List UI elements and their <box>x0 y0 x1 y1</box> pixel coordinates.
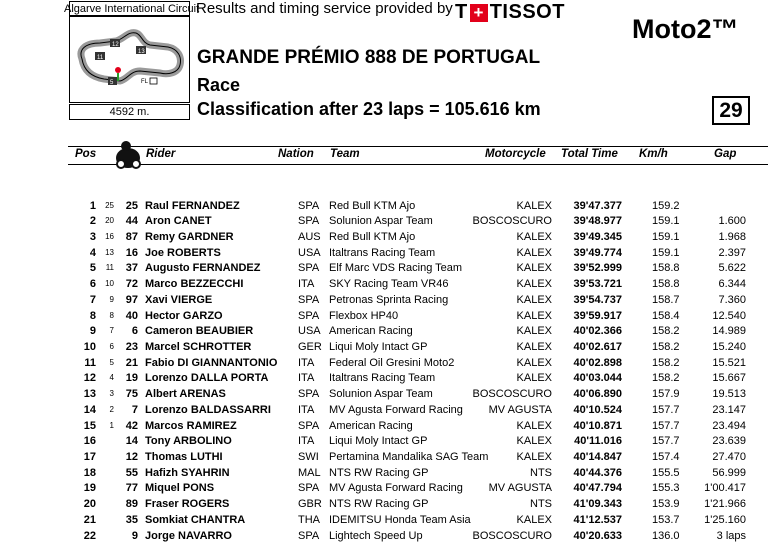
result-rider-number: 16 <box>125 246 138 259</box>
result-team: SKY Racing Team VR46 <box>329 278 449 291</box>
result-team: NTS RW Racing GP <box>329 466 429 479</box>
table-row <box>0 388 774 404</box>
result-total-time: 40'47.794 <box>573 482 622 495</box>
table-row <box>0 200 774 216</box>
map-label-sector: 13 <box>138 49 145 55</box>
result-total-time: 41'09.343 <box>573 498 622 511</box>
result-gap: 1.968 <box>718 230 746 243</box>
result-grid-position: 9 <box>109 294 114 304</box>
result-nation: ITA <box>298 403 315 416</box>
sponsor-logo <box>455 1 565 24</box>
result-grid-position: 1 <box>109 420 114 430</box>
result-motorcycle: KALEX <box>516 246 552 259</box>
table-row <box>0 341 774 357</box>
result-rider-name: Marcel SCHROTTER <box>145 340 252 353</box>
result-team: Liqui Moly Intact GP <box>329 435 428 448</box>
result-rider-number: 9 <box>131 529 138 542</box>
track-length: 4592 m. <box>69 104 190 120</box>
result-nation: SPA <box>298 215 320 228</box>
result-team: Flexbox HP40 <box>329 309 399 322</box>
result-rider-number: 55 <box>125 466 138 479</box>
result-total-time: 40'02.366 <box>573 325 622 338</box>
header-divider-bottom <box>68 164 768 165</box>
result-motorcycle: KALEX <box>516 419 552 432</box>
result-rider-name: Somkiat CHANTRA <box>145 513 246 526</box>
result-gap: 23.147 <box>712 403 746 416</box>
result-rider-name: Joe ROBERTS <box>145 246 221 259</box>
result-rider-name: Jorge NAVARRO <box>145 529 232 542</box>
result-rider-name: Remy GARDNER <box>145 230 234 243</box>
result-rider-number: 97 <box>125 293 138 306</box>
result-total-time: 41'12.537 <box>573 513 622 526</box>
result-gap: 56.999 <box>712 466 746 479</box>
result-nation: ITA <box>298 356 315 369</box>
result-motorcycle: KALEX <box>516 435 552 448</box>
result-gap: 15.667 <box>712 372 746 385</box>
result-motorcycle: KALEX <box>516 278 552 291</box>
result-speed: 158.8 <box>652 278 680 291</box>
result-team: Red Bull KTM Ajo <box>329 230 416 243</box>
result-gap: 1'00.417 <box>704 482 746 495</box>
result-nation: SPA <box>298 388 320 401</box>
track-map-icon <box>70 17 189 102</box>
result-speed: 136.0 <box>652 529 680 542</box>
result-position: 2 <box>89 215 96 228</box>
result-motorcycle: KALEX <box>516 451 552 464</box>
result-position: 1 <box>89 199 96 212</box>
result-team: American Racing <box>329 419 413 432</box>
result-rider-number: 40 <box>125 309 138 322</box>
result-position: 18 <box>83 466 96 479</box>
result-team: Pertamina Mandalika SAG Team <box>329 451 489 464</box>
result-motorcycle: KALEX <box>516 309 552 322</box>
result-total-time: 39'47.377 <box>573 199 622 212</box>
result-rider-number: 6 <box>131 325 138 338</box>
result-rider-name: Lorenzo BALDASSARRI <box>145 403 271 416</box>
result-rider-name: Raul FERNANDEZ <box>145 199 240 212</box>
result-nation: SPA <box>298 419 320 432</box>
result-rider-name: Albert ARENAS <box>145 388 226 401</box>
result-nation: GER <box>298 340 322 353</box>
col-header-pos: Pos <box>75 148 97 160</box>
result-total-time: 40'02.617 <box>573 340 622 353</box>
result-position: 4 <box>89 246 96 259</box>
result-rider-name: Hector GARZO <box>145 309 223 322</box>
result-position: 10 <box>83 340 96 353</box>
result-rider-number: 42 <box>125 419 138 432</box>
result-speed: 158.2 <box>652 372 680 385</box>
col-header-gap: Gap <box>714 148 737 160</box>
table-row <box>0 404 774 420</box>
result-motorcycle: KALEX <box>516 230 552 243</box>
result-total-time: 39'52.999 <box>573 262 622 275</box>
result-nation: ITA <box>298 435 315 448</box>
track-map <box>69 16 190 103</box>
result-motorcycle: KALEX <box>516 340 552 353</box>
result-speed: 158.2 <box>652 340 680 353</box>
result-motorcycle: MV AGUSTA <box>488 403 552 416</box>
result-motorcycle: NTS <box>530 498 552 511</box>
result-total-time: 39'54.737 <box>573 293 622 306</box>
table-row <box>0 451 774 467</box>
result-gap: 12.540 <box>712 309 746 322</box>
result-motorcycle: KALEX <box>516 356 552 369</box>
motorcycle-rider-icon <box>113 138 143 170</box>
result-speed: 157.4 <box>652 451 680 464</box>
result-total-time: 39'53.721 <box>573 278 622 291</box>
result-position: 17 <box>83 451 96 464</box>
event-title: GRANDE PRÉMIO 888 DE PORTUGAL <box>197 47 541 68</box>
result-speed: 158.7 <box>652 293 680 306</box>
result-motorcycle: BOSCOSCURO <box>472 529 552 542</box>
result-rider-number: 19 <box>125 372 138 385</box>
result-rider-number: 7 <box>131 403 138 416</box>
result-motorcycle: KALEX <box>516 293 552 306</box>
result-rider-number: 12 <box>125 451 138 464</box>
result-speed: 158.2 <box>652 356 680 369</box>
result-total-time: 39'59.917 <box>573 309 622 322</box>
sponsor-name: TISSOT <box>489 1 565 23</box>
result-motorcycle: KALEX <box>516 513 552 526</box>
result-speed: 159.1 <box>652 230 680 243</box>
result-speed: 157.7 <box>652 419 680 432</box>
result-grid-position: 4 <box>109 373 114 383</box>
col-header-kmh: Km/h <box>639 148 668 160</box>
result-rider-number: 77 <box>125 482 138 495</box>
table-row <box>0 372 774 388</box>
result-team: Petronas Sprinta Racing <box>329 293 449 306</box>
result-rider-number: 87 <box>125 230 138 243</box>
result-total-time: 40'44.376 <box>573 466 622 479</box>
result-position: 6 <box>89 278 96 291</box>
result-rider-name: Marcos RAMIREZ <box>145 419 237 432</box>
table-row <box>0 325 774 341</box>
col-header-team: Team <box>330 148 360 160</box>
result-rider-number: 75 <box>125 388 138 401</box>
result-speed: 158.4 <box>652 309 680 322</box>
result-position: 14 <box>83 403 96 416</box>
header-divider-top <box>68 146 768 147</box>
result-nation: SPA <box>298 199 320 212</box>
result-nation: MAL <box>298 466 321 479</box>
result-rider-name: Fabio DI GIANNANTONIO <box>145 356 278 369</box>
result-total-time: 40'02.898 <box>573 356 622 369</box>
result-team: Liqui Moly Intact GP <box>329 340 428 353</box>
result-position: 8 <box>89 309 96 322</box>
result-total-time: 40'20.633 <box>573 529 622 542</box>
result-speed: 153.7 <box>652 513 680 526</box>
result-rider-number: 21 <box>125 356 138 369</box>
result-motorcycle: MV AGUSTA <box>488 482 552 495</box>
result-nation: SPA <box>298 309 320 322</box>
result-total-time: 40'11.016 <box>574 435 622 448</box>
result-rider-name: Hafizh SYAHRIN <box>145 466 230 479</box>
table-row <box>0 262 774 278</box>
table-row <box>0 420 774 436</box>
result-grid-position: 13 <box>105 247 114 257</box>
result-position: 19 <box>83 482 96 495</box>
result-gap: 15.240 <box>712 340 746 353</box>
swiss-cross-icon: + <box>470 4 488 22</box>
result-grid-position: 2 <box>109 404 114 414</box>
result-team: IDEMITSU Honda Team Asia <box>329 513 471 526</box>
table-row <box>0 482 774 498</box>
result-rider-name: Tony ARBOLINO <box>145 435 232 448</box>
result-position: 7 <box>89 293 96 306</box>
result-nation: THA <box>298 513 320 526</box>
result-team: NTS RW Racing GP <box>329 498 429 511</box>
result-gap: 1'21.966 <box>704 498 746 511</box>
result-gap: 15.521 <box>712 356 746 369</box>
result-team: Federal Oil Gresini Moto2 <box>329 356 455 369</box>
result-speed: 153.9 <box>652 498 680 511</box>
result-rider-name: Lorenzo DALLA PORTA <box>145 372 269 385</box>
result-grid-position: 8 <box>109 310 114 320</box>
result-motorcycle: NTS <box>530 466 552 479</box>
result-position: 11 <box>84 356 96 369</box>
result-rider-number: 23 <box>125 340 138 353</box>
map-label-sector: 12 <box>112 42 119 48</box>
table-row <box>0 294 774 310</box>
result-total-time: 40'10.871 <box>573 419 622 432</box>
result-position: 20 <box>83 498 96 511</box>
map-label-finish: FL <box>141 79 149 85</box>
map-label-sector: 11 <box>97 55 104 61</box>
table-row <box>0 530 774 546</box>
result-grid-position: 10 <box>105 279 114 289</box>
result-nation: SPA <box>298 293 320 306</box>
table-row <box>0 467 774 483</box>
result-team: Italtrans Racing Team <box>329 246 436 259</box>
result-rider-number: 72 <box>125 278 138 291</box>
result-rider-name: Aron CANET <box>145 215 212 228</box>
result-speed: 155.5 <box>652 466 680 479</box>
result-position: 12 <box>83 372 96 385</box>
result-nation: SPA <box>298 262 320 275</box>
result-team: Lightech Speed Up <box>329 529 423 542</box>
table-row <box>0 514 774 530</box>
result-speed: 158.8 <box>652 262 680 275</box>
result-position: 22 <box>83 529 96 542</box>
class-name: Moto2™ <box>632 14 739 44</box>
result-motorcycle: BOSCOSCURO <box>472 388 552 401</box>
result-total-time: 40'14.847 <box>573 451 622 464</box>
table-row <box>0 498 774 514</box>
sponsor-t-letter: T <box>455 1 468 23</box>
result-motorcycle: KALEX <box>516 199 552 212</box>
result-motorcycle: KALEX <box>516 325 552 338</box>
result-team: Elf Marc VDS Racing Team <box>329 262 463 275</box>
result-team: MV Agusta Forward Racing <box>329 482 463 495</box>
result-gap: 1'25.160 <box>704 513 746 526</box>
result-position: 16 <box>83 435 96 448</box>
result-grid-position: 11 <box>105 263 114 273</box>
result-gap: 27.470 <box>712 451 746 464</box>
result-rider-number: 14 <box>125 435 138 448</box>
result-rider-name: Thomas LUTHI <box>145 451 223 464</box>
result-nation: SPA <box>298 529 320 542</box>
result-total-time: 39'48.977 <box>573 215 622 228</box>
result-position: 3 <box>89 230 96 243</box>
result-total-time: 40'06.890 <box>573 388 622 401</box>
table-row <box>0 435 774 451</box>
result-team: Solunion Aspar Team <box>329 388 433 401</box>
result-rider-name: Augusto FERNANDEZ <box>145 262 261 275</box>
result-rider-name: Fraser ROGERS <box>145 498 230 511</box>
result-rider-number: 25 <box>125 199 138 212</box>
result-position: 9 <box>89 325 96 338</box>
result-gap: 3 laps <box>716 529 746 542</box>
result-total-time: 39'49.774 <box>573 246 622 259</box>
table-row <box>0 357 774 373</box>
result-speed: 158.2 <box>652 325 680 338</box>
result-gap: 23.494 <box>712 419 746 432</box>
result-gap: 6.344 <box>718 278 746 291</box>
col-header-motorcycle: Motorcycle <box>485 148 546 160</box>
result-nation: GBR <box>298 498 322 511</box>
result-motorcycle: BOSCOSCURO <box>472 215 552 228</box>
classification-title: Classification after 23 laps = 105.616 km <box>197 99 541 119</box>
result-gap: 1.600 <box>718 215 746 228</box>
result-total-time: 39'49.345 <box>573 230 622 243</box>
result-motorcycle: KALEX <box>516 262 552 275</box>
result-grid-position: 25 <box>105 200 114 210</box>
result-position: 5 <box>89 262 96 275</box>
result-grid-position: 20 <box>105 216 114 226</box>
map-label-sector: 5 <box>110 80 114 86</box>
result-team: Italtrans Racing Team <box>329 372 436 385</box>
result-team: Red Bull KTM Ajo <box>329 199 416 212</box>
page-number: 29 <box>712 96 750 125</box>
result-nation: USA <box>298 246 321 259</box>
circuit-name: Algarve International Circuit <box>64 3 200 15</box>
result-gap: 5.622 <box>718 262 746 275</box>
result-speed: 155.3 <box>652 482 680 495</box>
result-position: 21 <box>83 513 96 526</box>
result-position: 13 <box>83 388 96 401</box>
table-row <box>0 278 774 294</box>
table-row <box>0 215 774 231</box>
result-nation: USA <box>298 325 321 338</box>
result-nation: ITA <box>298 278 315 291</box>
result-gap: 19.513 <box>712 388 746 401</box>
result-nation: SPA <box>298 482 320 495</box>
result-total-time: 40'03.044 <box>573 372 622 385</box>
table-row <box>0 310 774 326</box>
result-rider-number: 35 <box>125 513 138 526</box>
result-gap: 14.989 <box>712 325 746 338</box>
col-header-nation: Nation <box>278 148 314 160</box>
timing-service-text: Results and timing service provided by <box>196 0 453 17</box>
result-team: MV Agusta Forward Racing <box>329 403 463 416</box>
result-total-time: 40'10.524 <box>573 403 622 416</box>
result-position: 15 <box>83 419 96 432</box>
result-grid-position: 16 <box>105 231 114 241</box>
result-rider-name: Xavi VIERGE <box>145 293 213 306</box>
result-gap: 23.639 <box>712 435 746 448</box>
result-gap: 2.397 <box>718 246 746 259</box>
table-row <box>0 247 774 263</box>
col-header-rider: Rider <box>146 148 176 160</box>
result-gap: 7.360 <box>718 293 746 306</box>
result-rider-name: Marco BEZZECCHI <box>145 278 244 291</box>
result-grid-position: 7 <box>109 326 114 336</box>
result-grid-position: 5 <box>109 357 114 367</box>
result-nation: SWI <box>298 451 319 464</box>
result-speed: 159.1 <box>652 246 680 259</box>
result-grid-position: 3 <box>109 389 114 399</box>
result-rider-name: Miquel PONS <box>145 482 215 495</box>
result-grid-position: 6 <box>109 341 114 351</box>
result-motorcycle: KALEX <box>516 372 552 385</box>
result-nation: ITA <box>298 372 315 385</box>
result-team: American Racing <box>329 325 413 338</box>
session-name: Race <box>197 75 241 95</box>
result-rider-number: 89 <box>125 498 138 511</box>
result-speed: 157.7 <box>652 403 680 416</box>
col-header-total-time: Total Time <box>561 148 618 160</box>
table-row <box>0 231 774 247</box>
result-speed: 157.7 <box>652 435 680 448</box>
result-team: Solunion Aspar Team <box>329 215 433 228</box>
result-speed: 159.1 <box>652 215 680 228</box>
result-nation: AUS <box>298 230 321 243</box>
result-speed: 159.2 <box>652 199 680 212</box>
result-rider-number: 44 <box>125 215 138 228</box>
result-rider-number: 37 <box>125 262 138 275</box>
result-speed: 157.9 <box>652 388 680 401</box>
result-rider-name: Cameron BEAUBIER <box>145 325 254 338</box>
